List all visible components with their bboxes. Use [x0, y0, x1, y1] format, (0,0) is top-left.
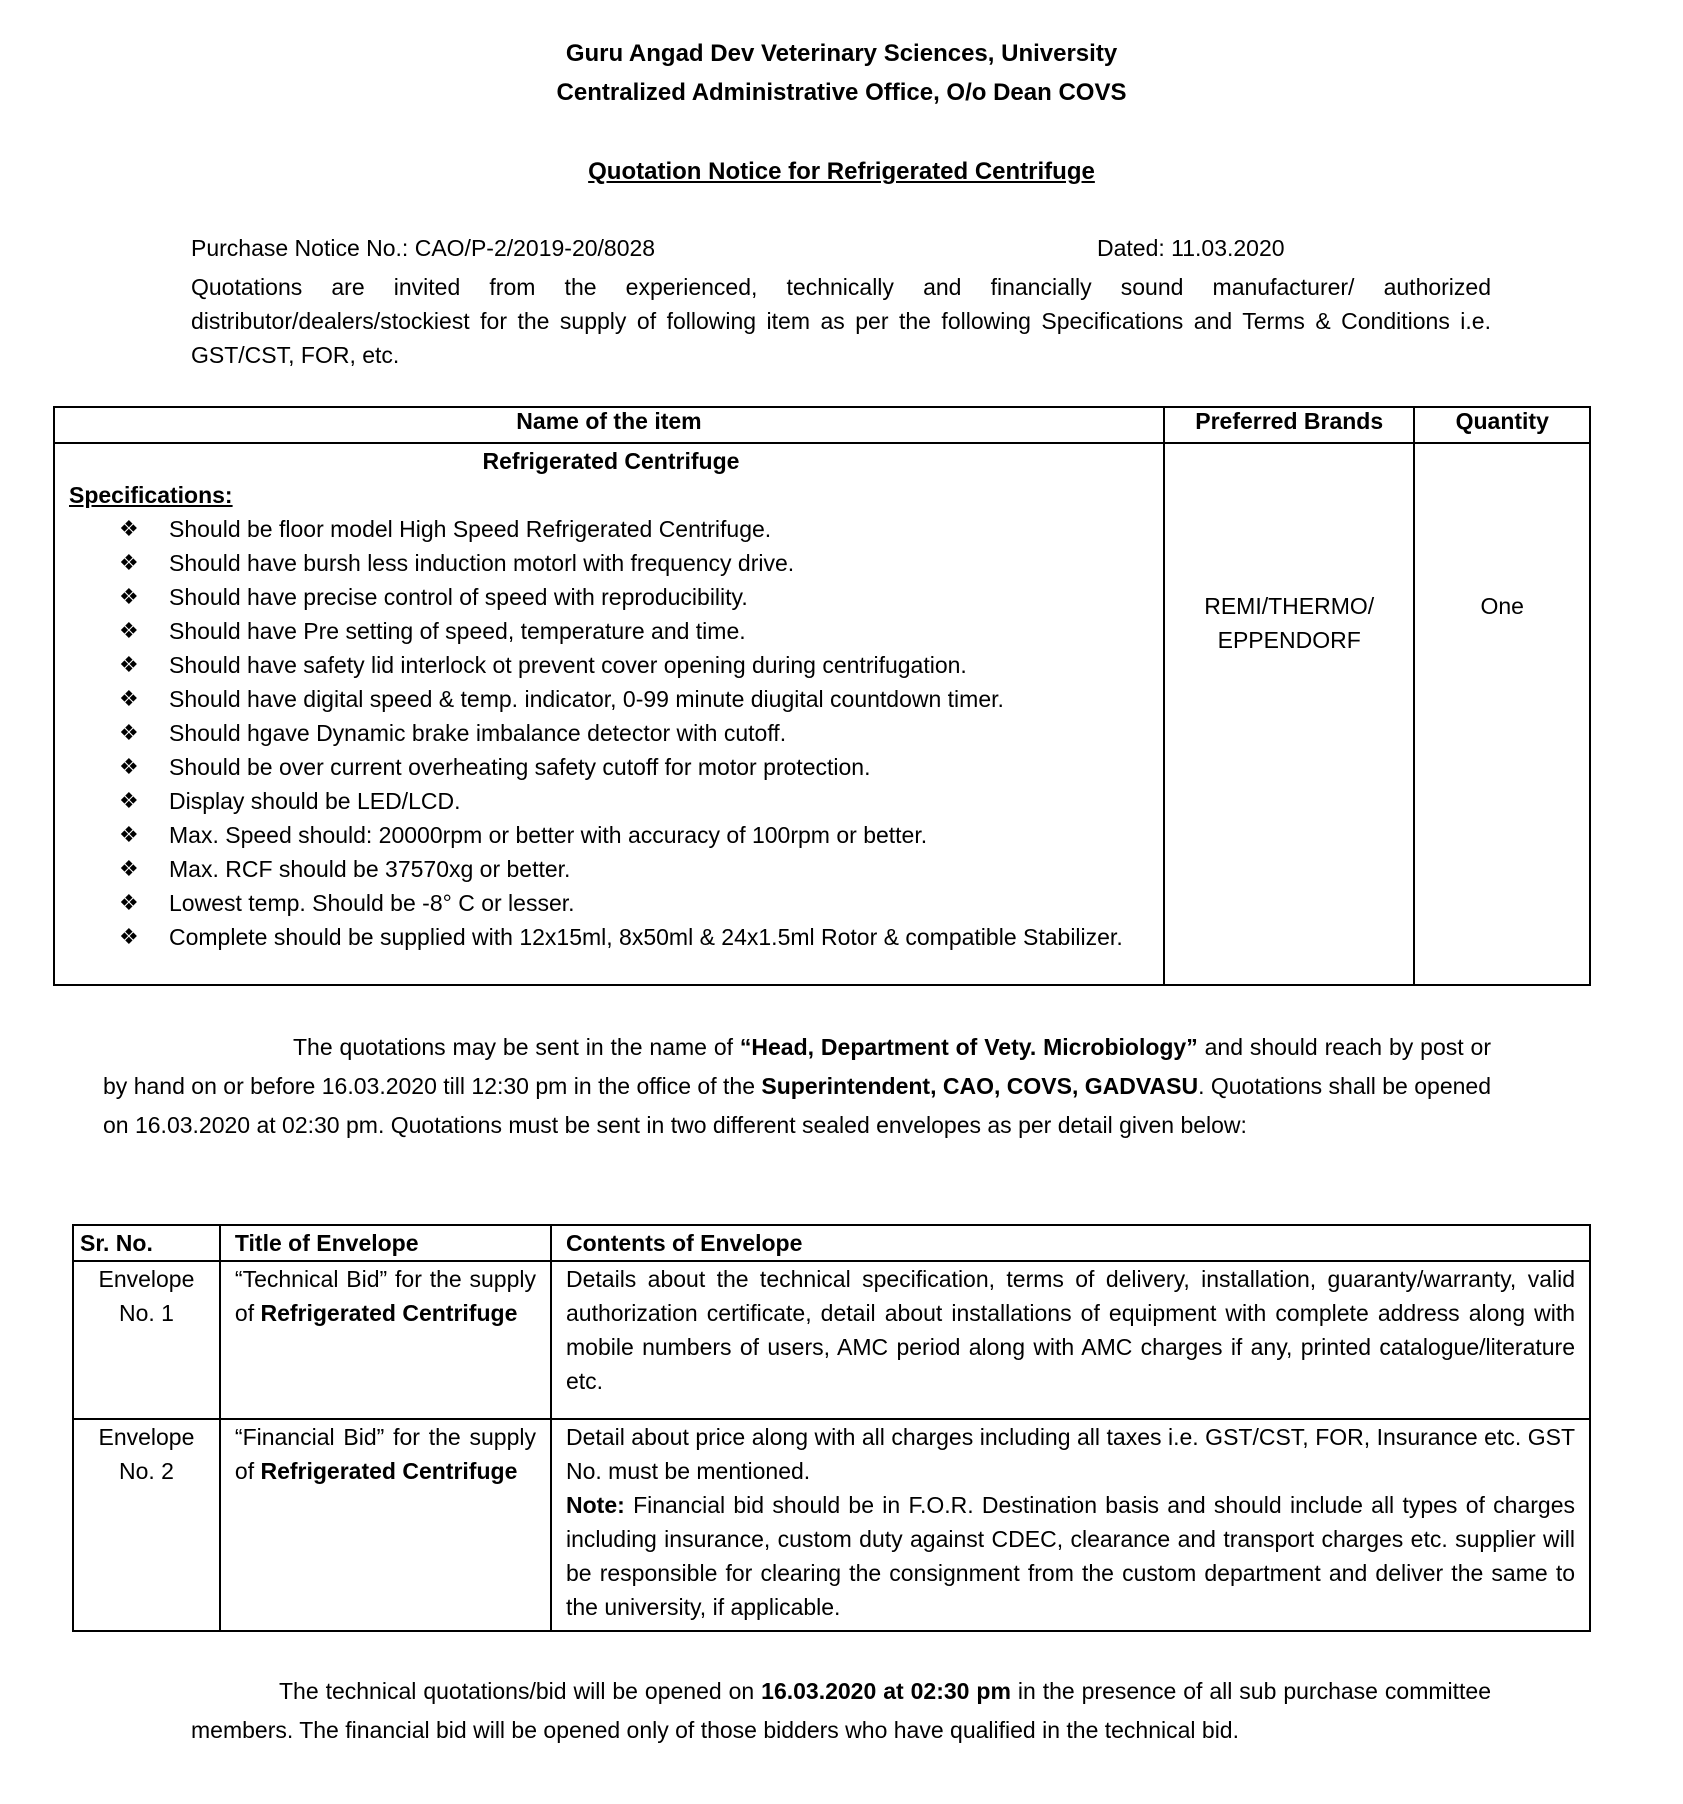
para2-text-1: The quotations may be sent in the name of: [293, 1034, 740, 1060]
spec-item: [69, 818, 1153, 852]
brands-line-1: REMI/THERMO/: [1204, 593, 1375, 619]
col-header-brands: Preferred Brands: [1164, 407, 1415, 443]
envelope-title: [220, 1419, 551, 1631]
note-label: Note:: [566, 1492, 625, 1518]
para2-text-2: and should reach by post or by hand on or before 16.03.2020 till 12:30 pm in the office of the: [103, 1034, 1491, 1099]
table-row: [73, 1261, 1590, 1419]
envelope-sr-no: Envelope No. 2: [73, 1419, 220, 1631]
spec-item: [69, 852, 1153, 886]
brands-line-2: EPPENDORF: [1217, 627, 1361, 653]
spec-item: [69, 682, 1153, 716]
envelope-contents: [551, 1419, 1590, 1631]
notice-title: Quotation Notice for Refrigerated Centrifuge: [588, 158, 1095, 185]
envelopes-table: [72, 1224, 1591, 1632]
spec-item: [69, 580, 1153, 614]
col-header-contents: Contents of Envelope: [551, 1225, 1590, 1261]
bullet-icon: ❖: [119, 924, 139, 949]
bullet-icon: ❖: [119, 516, 139, 541]
specifications-list: [69, 512, 1153, 954]
para3-text-1: The technical quotations/bid will be opened on: [279, 1678, 762, 1704]
spec-item: [69, 512, 1153, 546]
spec-item: [69, 614, 1153, 648]
spec-text: Complete should be supplied with 12x15ml, 8x50ml & 24x1.5ml Rotor & compatible Stabilizer.: [169, 924, 1123, 950]
bullet-icon: ❖: [119, 754, 139, 779]
table-row: [73, 1419, 1590, 1631]
envelopes-table-header: [73, 1225, 1590, 1261]
submission-office: Superintendent, CAO, COVS, GADVASU: [761, 1073, 1199, 1099]
spec-item: [69, 784, 1153, 818]
envelope-title-text: “Technical Bid” for the supply of: [234, 1266, 536, 1326]
spec-text: Should have bursh less induction motorl with frequency drive.: [169, 550, 795, 576]
spec-text: Should have safety lid interlock ot prevent cover opening during centrifugation.: [169, 652, 967, 678]
col-header-sr-no: Sr. No.: [73, 1225, 220, 1261]
para2-text-3: . Quotations shall be opened on 16.03.2020 at 02:30 pm. Quotations must be sent in two different sealed envelopes as per detail given below:: [103, 1073, 1491, 1138]
envelope-title: [220, 1261, 551, 1419]
envelope-sr-no: Envelope No. 1: [73, 1261, 220, 1419]
university-name: Guru Angad Dev Veterinary Sciences, University: [565, 40, 1118, 67]
envelope-title-item: Refrigerated Centrifuge: [260, 1458, 518, 1484]
bullet-icon: ❖: [119, 890, 139, 915]
intro-paragraph: Quotations are invited from the experienced, technically and financially sound manufacturer/ authorized distributor/dealers/stockiest for the supply of following item as per the following Specifications and Terms & Conditions i.e. GST/CST, FOR, etc.: [191, 274, 1491, 368]
spec-text: Should have precise control of speed with reproducibility.: [169, 584, 748, 610]
notice-date: Dated: 11.03.2020: [1097, 235, 1285, 261]
specifications-label: Specifications:: [69, 482, 233, 508]
addressee: “Head, Department of Vety. Microbiology”: [739, 1034, 1198, 1060]
spec-text: Should be floor model High Speed Refrigerated Centrifuge.: [169, 516, 772, 542]
item-cell: [54, 443, 1164, 985]
bullet-icon: ❖: [119, 652, 139, 677]
submission-paragraph: [103, 1028, 1491, 1145]
bullet-icon: ❖: [119, 788, 139, 813]
envelope-contents-text: Detail about price along with all charges including all taxes i.e. GST/CST, FOR, Insurance etc. GST No. must be mentioned.: [566, 1424, 1575, 1484]
note-text: Financial bid should be in F.O.R. Destination basis and should include all types of charges including insurance, custom duty against CDEC, clearance and transport charges etc. supplier will be responsible for clearing the consignment from the custom department and deliver the same to the university, if applicable.: [566, 1492, 1575, 1620]
reference-row: [191, 235, 1491, 262]
bullet-icon: ❖: [119, 584, 139, 609]
spec-item: [69, 648, 1153, 682]
preferred-brands-cell: [1164, 443, 1415, 985]
spec-text: Should hgave Dynamic brake imbalance detector with cutoff.: [169, 720, 787, 746]
spec-text: Display should be LED/LCD.: [169, 788, 461, 814]
bullet-icon: ❖: [119, 822, 139, 847]
bullet-icon: ❖: [119, 686, 139, 711]
envelope-title-item: Refrigerated Centrifuge: [260, 1300, 518, 1326]
bullet-icon: ❖: [119, 720, 139, 745]
para3-text-2: in the presence of all sub purchase committee members. The financial bid will be opened only of those bidders who have qualified in the technical bid.: [191, 1678, 1491, 1743]
opening-paragraph: [191, 1672, 1491, 1750]
items-table: [53, 406, 1591, 986]
col-header-quantity: Quantity: [1414, 407, 1590, 443]
spec-text: Max. RCF should be 37570xg or better.: [169, 856, 571, 882]
col-header-title: Title of Envelope: [220, 1225, 551, 1261]
spec-text: Should have digital speed & temp. indicator, 0-99 minute diugital countdown timer.: [169, 686, 1004, 712]
bullet-icon: ❖: [119, 618, 139, 643]
bullet-icon: ❖: [119, 550, 139, 575]
envelope-title-text: “Financial Bid” for the supply of: [234, 1424, 536, 1484]
spec-item: [69, 920, 1153, 954]
purchase-notice-number: Purchase Notice No.: CAO/P-2/2019-20/8028: [191, 235, 656, 261]
spec-item: [69, 886, 1153, 920]
spec-item: [69, 546, 1153, 580]
item-name: Refrigerated Centrifuge: [482, 448, 740, 474]
office-name: Centralized Administrative Office, O/o Dean COVS: [556, 79, 1127, 106]
bullet-icon: ❖: [119, 856, 139, 881]
opening-date-time: 16.03.2020 at 02:30 pm: [761, 1678, 1011, 1704]
col-header-item: Name of the item: [54, 407, 1164, 443]
items-table-header: [54, 407, 1590, 443]
quantity-cell: One: [1414, 443, 1590, 985]
spec-item: [69, 750, 1153, 784]
items-table-row: [54, 443, 1590, 985]
spec-text: Max. Speed should: 20000rpm or better with accuracy of 100rpm or better.: [169, 822, 928, 848]
spec-text: Should have Pre setting of speed, temperature and time.: [169, 618, 746, 644]
spec-item: [69, 716, 1153, 750]
spec-text: Lowest temp. Should be -8° C or lesser.: [169, 890, 575, 916]
envelope-contents: Details about the technical specification, terms of delivery, installation, guaranty/warranty, valid authorization certificate, detail about installations of equipment with complete address along with mobile numbers of users, AMC period along with AMC charges if any, printed catalogue/literature etc.: [551, 1261, 1590, 1419]
spec-text: Should be over current overheating safety cutoff for motor protection.: [169, 754, 871, 780]
